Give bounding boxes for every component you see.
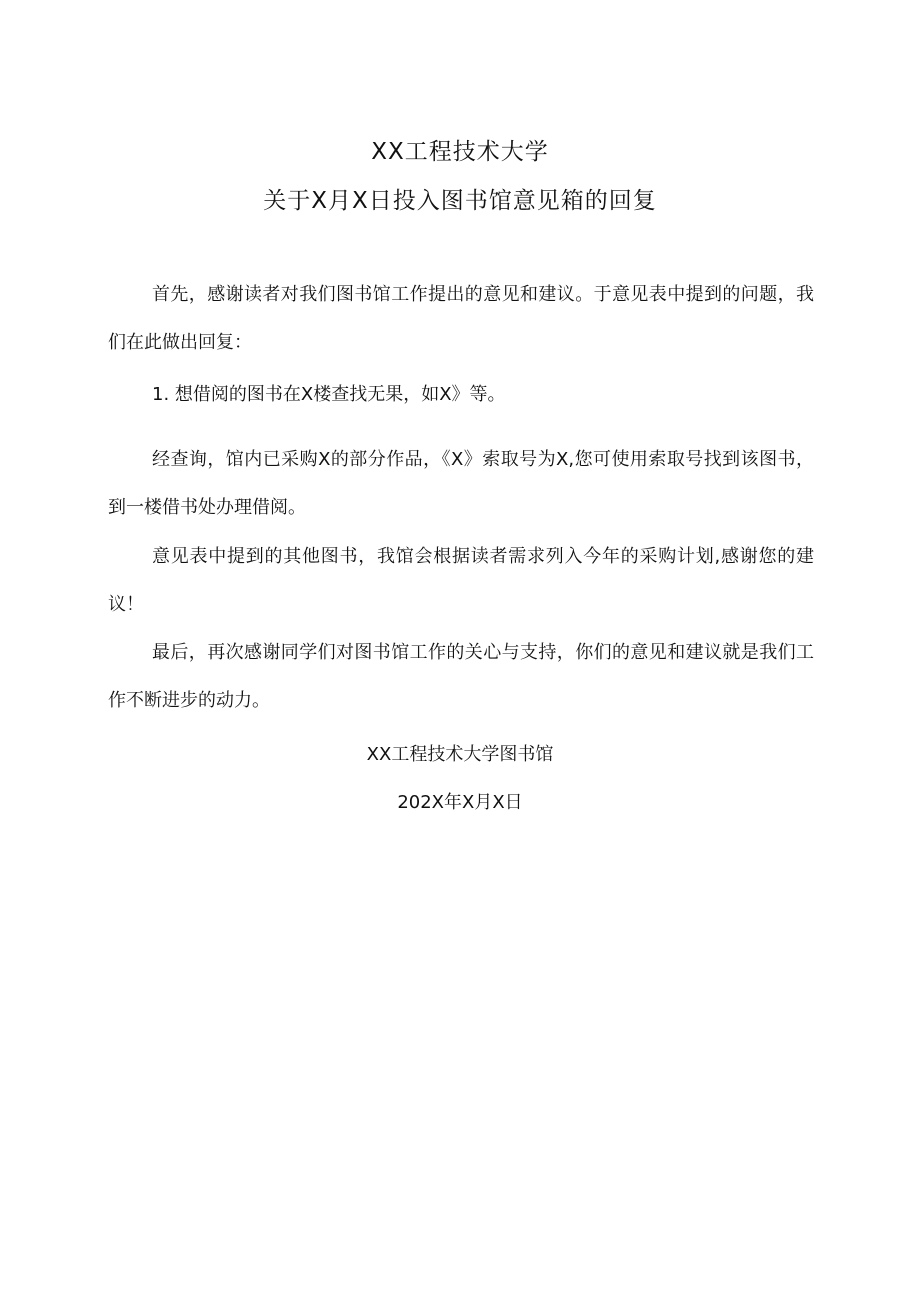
paragraph-item-1: 1. 想借阅的图书在X楼查找无果，如X》等。: [152, 384, 506, 405]
paragraph-intro: 首先，感谢读者对我们图书馆工作提出的意见和建议。于意见表中提到的问题，我们在此做出回复：: [108, 284, 814, 353]
paragraph-closing: 最后，再次感谢同学们对图书馆工作的关心与支持，你们的意见和建议就是我们工作不断进步的动力。: [108, 642, 814, 711]
paragraph-reply: 经查询，馆内已采购X的部分作品，《X》索取号为X,您可使用索取号找到该图书，到一楼借书处办理借阅。: [108, 449, 814, 518]
paragraph-other-books: 意见表中提到的其他图书，我馆会根据读者需求列入今年的采购计划,感谢您的建议！: [108, 546, 814, 615]
document-title-subject: 关于X月X日投入图书馆意见箱的回复: [263, 188, 657, 214]
signature-organization: XX工程技术大学图书馆: [366, 744, 554, 765]
signature-date: 202X年X月X日: [397, 792, 523, 813]
document-title-school: XX工程技术大学: [371, 139, 549, 165]
